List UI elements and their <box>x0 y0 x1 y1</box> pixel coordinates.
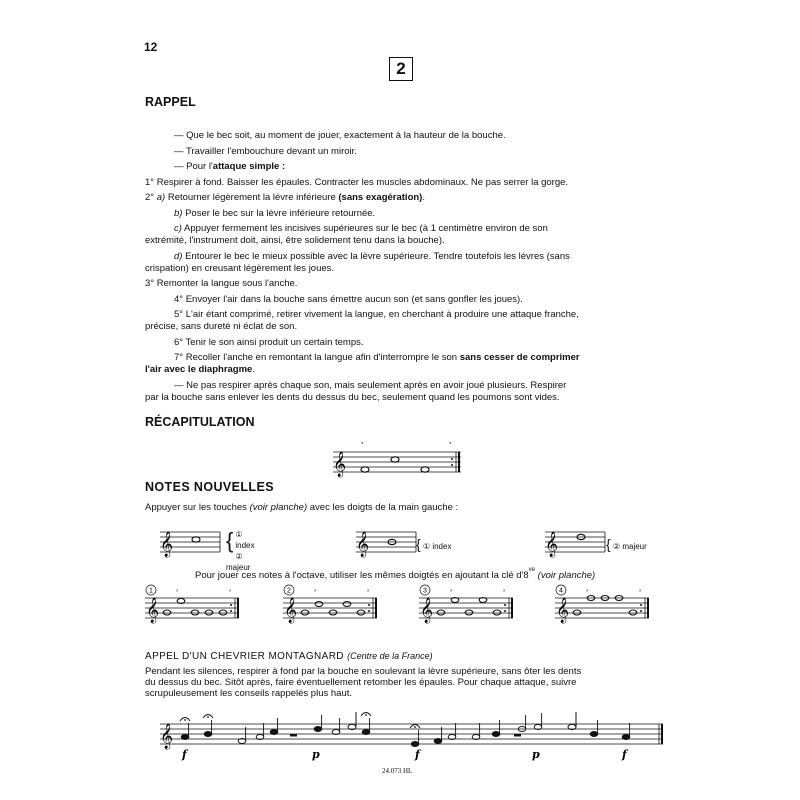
fingering-labels-1: { ① index ② majeur <box>226 529 260 573</box>
svg-text:𝄞: 𝄞 <box>284 598 298 623</box>
dynamic-mark: f <box>182 748 187 761</box>
whole-note <box>205 610 213 615</box>
rappel-p1: — Que le bec soit, au moment de jouer, exactement à la hauteur de la bouche. <box>174 130 506 141</box>
melody-note <box>362 730 370 735</box>
melody-notes <box>180 713 630 747</box>
svg-text:’: ’ <box>449 441 452 452</box>
whole-note <box>629 610 637 615</box>
text-run: a) <box>156 192 166 203</box>
svg-text:𝄞: 𝄞 <box>160 532 174 557</box>
breath-mark: ’ <box>176 588 178 598</box>
text-run: . <box>422 192 425 203</box>
text-run: 7° Recoller l'anche en remontant la langue afin d'interrompre le son <box>174 352 460 363</box>
svg-text:𝄞: 𝄞 <box>160 724 174 749</box>
page-number: 12 <box>144 40 158 54</box>
whole-note <box>357 610 365 615</box>
octave-exercise-3 <box>419 584 531 629</box>
svg-text:𝄞: 𝄞 <box>146 598 160 623</box>
rappel-heading: RAPPEL <box>145 95 196 109</box>
breath-mark: ’ <box>229 588 231 598</box>
text-run: 2° <box>145 192 157 203</box>
text-run: (voir planche) <box>249 502 308 513</box>
melody-note <box>181 735 189 740</box>
exercise-number: 3 <box>423 587 427 595</box>
text-run: Entourer le bec le mieux possible avec la lèvre supérieure. Tendre toutefois les lèvres (sans crispation) en creusant légèrement les joues. <box>145 250 570 274</box>
finger-label: index <box>432 542 452 551</box>
exercise-number: 4 <box>559 587 563 595</box>
rappel-p10: 4° Envoyer l'air dans la bouche sans émettre aucun son (et sans gonfler les joues). <box>174 293 523 305</box>
text-run: Appuyer sur les touches <box>145 502 250 513</box>
fingering-labels-3: { ② majeur <box>606 536 647 552</box>
melody-dynamics <box>181 748 629 761</box>
appuyer-text <box>145 502 458 513</box>
rappel-p9: 3° Remonter la langue sous l'anche. <box>145 278 298 289</box>
breath-mark: ’ <box>450 588 452 598</box>
breath-mark: ’ <box>586 588 588 598</box>
rappel-p13 <box>145 352 582 376</box>
attaque-simple-bold: attaque simple : <box>212 161 286 172</box>
text-run: (voir planche) <box>537 570 596 581</box>
whole-note <box>315 602 323 607</box>
melody-note <box>411 742 419 747</box>
text-run: . <box>252 364 255 375</box>
whole-note <box>493 610 501 615</box>
svg-text:𝄞: 𝄞 <box>333 452 347 477</box>
appel-text: Pendant les silences, respirer à fond par la bouche en soulevant la lèvre supérieure, sans ôter les dents du dessus du bec. Sitôt après, faire éventuellement retomber les épaules. Pour chaque attaque, suivre scrupuleusement les conseils rappelés plus haut. <box>145 666 582 699</box>
whole-note <box>301 610 309 615</box>
text-run: avec les doigts de la main gauche : <box>307 502 459 513</box>
melody-note <box>492 732 500 737</box>
text-run: ve <box>528 567 536 573</box>
melody-staff <box>160 710 665 760</box>
dynamic-mark: p <box>532 748 540 761</box>
recap-staff <box>333 440 463 480</box>
melody-note <box>270 730 278 735</box>
melody-note <box>314 727 322 732</box>
text-run: — Pour l' <box>174 161 213 172</box>
whole-note <box>163 610 171 615</box>
lesson-number: 2 <box>389 57 413 81</box>
rappel-p7 <box>145 223 582 247</box>
notes-heading: NOTES NOUVELLES <box>145 480 274 494</box>
text-run: Pour jouer ces notes à l'octave, utiliser les mêmes doigtés en ajoutant la clé d'8 <box>195 570 529 581</box>
fingering-staff-3 <box>545 528 607 558</box>
text-run: Poser le bec sur la lèvre inférieure retournée. <box>182 207 376 219</box>
dynamic-mark: f <box>415 748 420 761</box>
breath-mark: ’ <box>314 588 316 598</box>
dynamic-mark: p <box>312 748 320 761</box>
octave-exercise-1 <box>145 584 257 629</box>
finger-label: index <box>235 541 255 550</box>
text-run: Retourner légèrement la lèvre inférieure <box>165 192 339 203</box>
whole-note <box>191 610 199 615</box>
breath-mark: ’ <box>639 588 641 598</box>
svg-text:’: ’ <box>361 441 364 452</box>
finger-number: ② <box>612 542 621 551</box>
rest <box>514 734 521 737</box>
finger-label: majeur <box>226 563 251 572</box>
whole-note <box>465 610 473 615</box>
fingering-staff-2 <box>356 528 418 558</box>
svg-text:𝄞: 𝄞 <box>420 598 434 623</box>
text-run: APPEL D'UN CHEVRIER MONTAGNARD <box>145 651 344 662</box>
melody-note <box>622 735 630 740</box>
footer-code: 24.073 HL <box>382 767 413 775</box>
text-run: (sans exagération) <box>338 192 423 203</box>
finger-number: ② <box>235 552 243 561</box>
text-run: sans cesser de comprimer l'air avec le diaphragme <box>145 352 580 375</box>
melody-note <box>434 739 442 744</box>
exercise-number: 1 <box>149 587 153 595</box>
text-run: Appuyer fermement les incisives supérieures sur le bec (à 1 centimètre environ de son extrémité, l'instrument doit, ainsi, être solidement tenu dans la bouche). <box>145 223 548 246</box>
text-run: b) <box>174 207 183 219</box>
text-run: d) <box>174 250 183 262</box>
rest <box>290 734 297 737</box>
whole-note <box>573 610 581 615</box>
dynamic-mark: f <box>622 748 627 761</box>
recap-heading: RÉCAPITULATION <box>145 415 255 429</box>
rappel-p2: — Travailler l'embouchure devant un miroir. <box>174 145 357 157</box>
whole-note <box>219 610 227 615</box>
fingering-staff-1 <box>160 528 222 558</box>
rappel-p4: 1° Respirer à fond. Baisser les épaules. Contracter les muscles abdominaux. Ne pas serrer la gorge. <box>145 176 569 188</box>
octave-exercise-2 <box>283 584 395 629</box>
breath-mark: ’ <box>367 588 369 598</box>
fingering-labels-2: { ① index <box>416 536 452 552</box>
text-run: c) <box>174 223 182 234</box>
svg-text:𝄞: 𝄞 <box>356 532 370 557</box>
rappel-p5 <box>145 192 582 204</box>
svg-text:𝄞: 𝄞 <box>556 598 570 623</box>
rappel-p14: — Ne pas respirer après chaque son, mais seulement après en avoir joué plusieurs. Respirer par la bouche sans enlever les dents du dessus du bec, seulement quand les poumons sont vides. <box>145 379 567 403</box>
finger-number: ① <box>422 542 431 551</box>
appel-heading <box>145 651 433 662</box>
finger-number: ① <box>235 530 243 539</box>
whole-note <box>343 602 351 607</box>
rappel-p3 <box>145 161 582 173</box>
finger-label: majeur <box>622 542 647 551</box>
rappel-p11: 5° L'air étant comprimé, retirer vivement la langue, en cherchant à produire une attaque franche, précise, sans dureté ni éclat de son. <box>145 309 579 332</box>
exercise-number: 2 <box>287 587 291 595</box>
text-run: (Centre de la France) <box>347 651 433 661</box>
melody-note <box>204 732 212 737</box>
whole-note <box>329 610 337 615</box>
whole-note <box>437 610 445 615</box>
rappel-p6 <box>145 208 582 220</box>
rappel-p8 <box>145 251 582 275</box>
melody-note <box>590 732 598 737</box>
breath-mark: ’ <box>503 588 505 598</box>
svg-text:𝄞: 𝄞 <box>545 532 559 557</box>
octave-exercise-4 <box>555 584 667 629</box>
rappel-body <box>145 130 582 407</box>
rappel-p12: 6° Tenir le son ainsi produit un certain temps. <box>174 336 364 348</box>
